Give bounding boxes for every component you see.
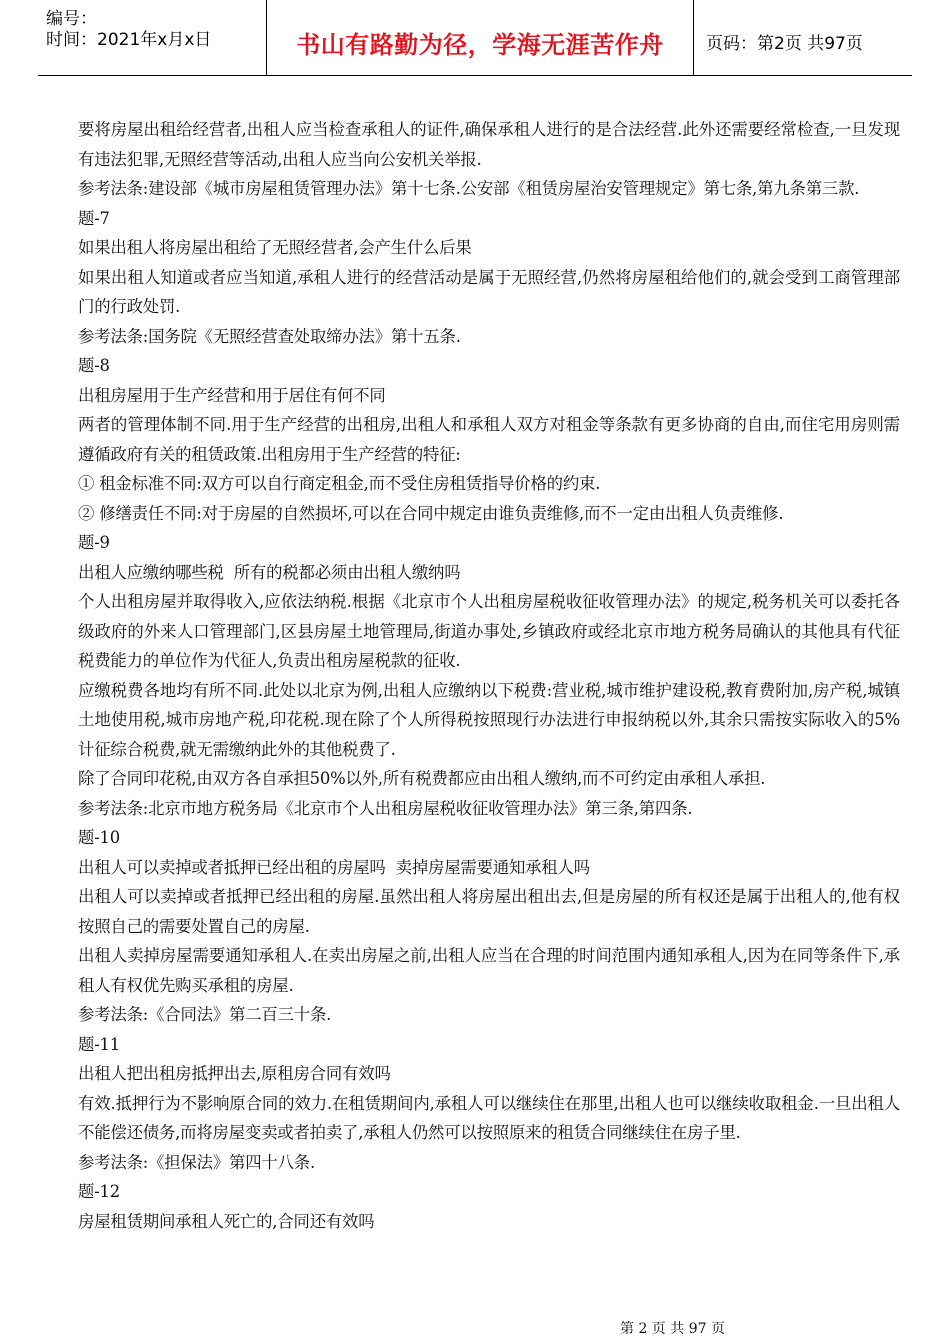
- document-number-label: 编号：: [46, 9, 97, 29]
- header-page-cell: [694, 0, 912, 75]
- answer-paragraph: 如果出租人知道或者应当知道,承租人进行的经营活动是属于无照经营,仍然将房屋租给他们的,就会受到工商管理部门的行政处罚.: [78, 267, 900, 316]
- question-title: 如果出租人将房屋出租给了无照经营者,会产生什么后果: [78, 238, 472, 257]
- question-number: 题-10: [78, 828, 120, 847]
- answer-paragraph: 个人出租房屋并取得收入,应依法纳税.根据《北京市个人出租房屋税收征收管理办法》的规定,税务机关可以委托各级政府的外来人口管理部门,区县房屋土地管理局,街道办事处,乡镇政府或经北京市地方税务局确认的其他具有代征税费能力的单位作为代征人,负责出租房屋税款的征收.: [78, 592, 900, 670]
- answer-paragraph: 应缴税费各地均有所不同.此处以北京为例,出租人应缴纳以下税费:营业税,城市维护建设税,教育费附加,房产税,城镇土地使用税,城市房地产税,印花税.现在除了个人所得税按照现行办法进行申报纳税以外,其余只需按实际收入的5%计征综合税费,就无需缴纳此外的其他税费了.: [78, 680, 900, 759]
- answer-paragraph: 两者的管理体制不同.用于生产经营的出租房,出租人和承租人双方对租金等条款有更多协商的自由,而住宅用房则需遵循政府有关的租赁政策.出租房用于生产经营的特征:: [78, 415, 900, 464]
- list-item: ① 租金标准不同:双方可以自行商定租金,而不受住房租赁指导价格的约束.: [78, 474, 601, 493]
- question-title: 房屋租赁期间承租人死亡的,合同还有效吗: [78, 1211, 375, 1231]
- header-motto: 书山有路勤为径，学海无涯苦作舟: [296, 31, 664, 59]
- question-title: 出租人把出租房抵押出去,原租房合同有效吗: [78, 1064, 391, 1083]
- legal-reference: 参考法条:《合同法》第二百三十条.: [78, 1005, 332, 1024]
- question-number: 题-11: [78, 1034, 120, 1054]
- page-header: [38, 0, 912, 76]
- page-footer: 第 2 页 共 97 页: [620, 1321, 725, 1337]
- header-info-cell: [38, 0, 267, 75]
- legal-reference: 参考法条:《担保法》第四十八条.: [78, 1152, 316, 1172]
- question-title: 出租人应缴纳哪些税 所有的税都必须由出租人缴纳吗: [78, 562, 461, 582]
- answer-paragraph: 有效.抵押行为不影响原合同的效力.在租赁期间内,承租人可以继续住在那里,出租人也可以继续收取租金.一旦出租人不能偿还债务,而将房屋变卖或者拍卖了,承租人仍然可以按照原来的租赁合同继续住在房子里.: [78, 1093, 900, 1142]
- answer-paragraph: 除了合同印花税,由双方各自承担50%以外,所有税费都应由出租人缴纳,而不可约定由承租人承担.: [78, 769, 766, 788]
- body-paragraph: 要将房屋出租给经营者,出租人应当检查承租人的证件,确保承租人进行的是合法经营.此外还需要经常检查,一旦发现有违法犯罪,无照经营等活动,出租人应当向公安机关举报.: [78, 120, 900, 169]
- legal-reference: 参考法条:建设部《城市房屋租赁管理办法》第十七条.公安部《租赁房屋治安管理规定》第七条,第九条第三款.: [78, 179, 860, 198]
- header-motto-cell: [267, 0, 694, 75]
- document-date-label: 时间：2021年x月x日: [46, 30, 212, 50]
- question-number: 题-7: [78, 208, 110, 228]
- question-title: 出租人可以卖掉或者抵押已经出租的房屋吗 卖掉房屋需要通知承租人吗: [78, 857, 590, 877]
- question-number: 题-9: [78, 533, 110, 552]
- document-body: [78, 115, 900, 1236]
- question-number: 题-8: [78, 356, 110, 375]
- answer-paragraph: 出租人卖掉房屋需要通知承租人.在卖出房屋之前,出租人应当在合理的时间范围内通知承租人,因为在同等条件下,承租人有权优先购买承租的房屋.: [78, 946, 900, 995]
- question-number: 题-12: [78, 1182, 120, 1201]
- list-item: ② 修缮责任不同:对于房屋的自然损坏,可以在合同中规定由谁负责维修,而不一定由出租人负责维修.: [78, 503, 784, 523]
- legal-reference: 参考法条:北京市地方税务局《北京市个人出租房屋税收征收管理办法》第三条,第四条.: [78, 798, 693, 818]
- legal-reference: 参考法条:国务院《无照经营查处取缔办法》第十五条.: [78, 326, 461, 346]
- answer-paragraph: 出租人可以卖掉或者抵押已经出租的房屋.虽然出租人将房屋出租出去,但是房屋的所有权还是属于出租人的,他有权按照自己的需要处置自己的房屋.: [78, 887, 900, 936]
- question-title: 出租房屋用于生产经营和用于居住有何不同: [78, 385, 386, 405]
- header-page-info: 页码：第2页 共97页: [706, 34, 863, 54]
